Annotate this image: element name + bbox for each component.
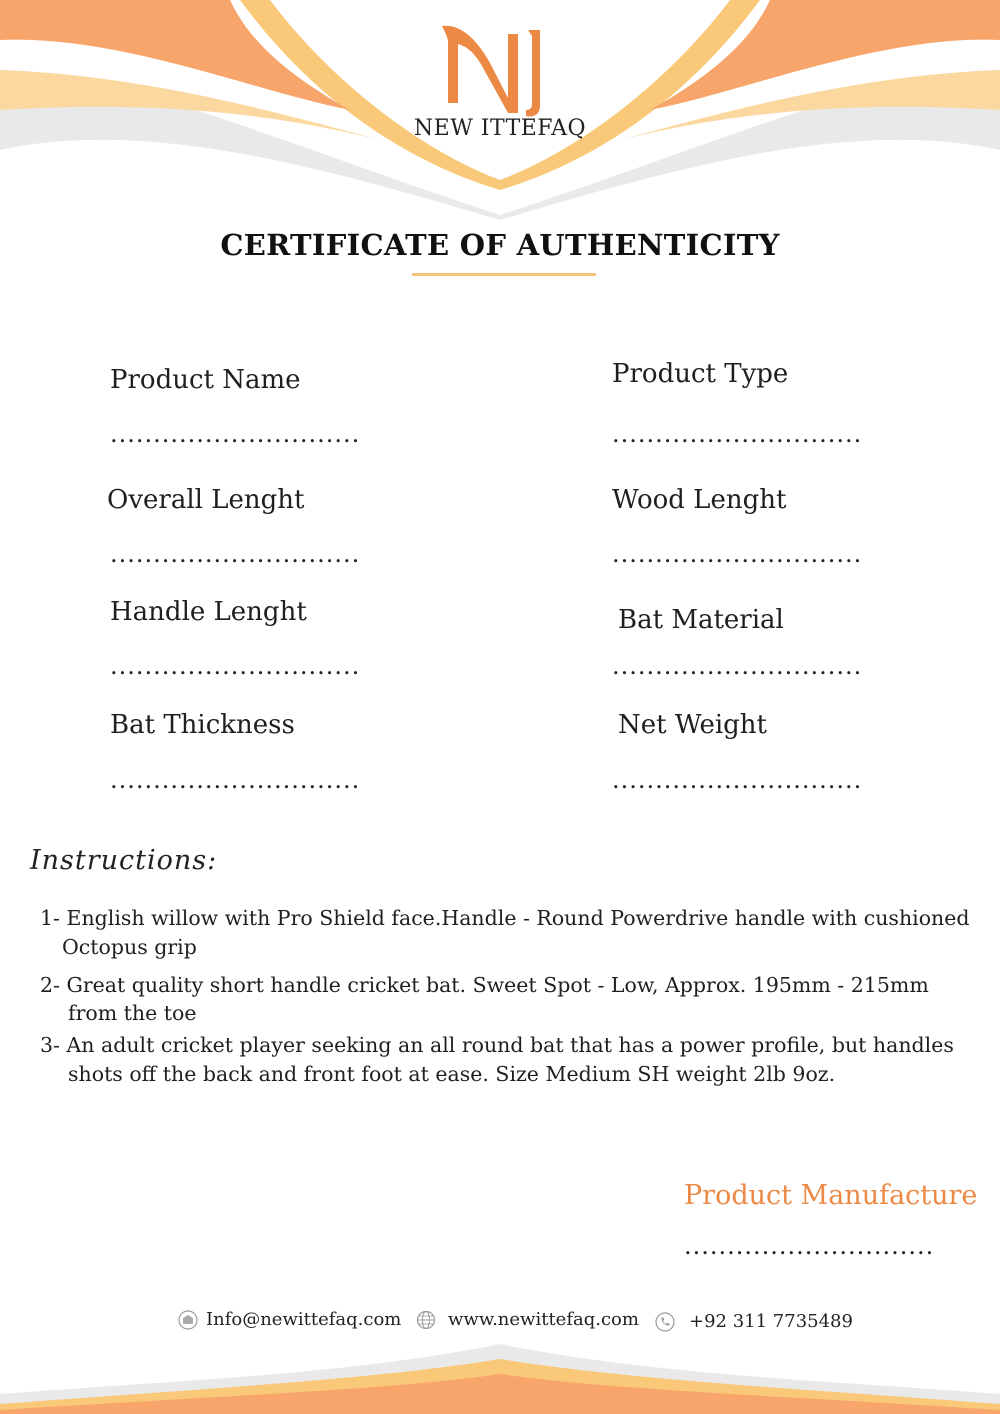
title-underline bbox=[412, 273, 596, 276]
instruction-item-2-line-2: from the toe bbox=[68, 1001, 197, 1025]
contact-website-text[interactable]: www.newittefaq.com bbox=[448, 1309, 639, 1330]
certificate-title: CERTIFICATE OF AUTHENTICITY bbox=[220, 228, 780, 262]
contact-phone[interactable] bbox=[655, 1311, 853, 1332]
instruction-item-1-line-1: 1- English willow with Pro Shield face.Handle - Round Powerdrive handle with cushioned bbox=[40, 906, 970, 930]
instruction-item-3-line-1: 3- An adult cricket player seeking an all round bat that has a power profile, but handles bbox=[40, 1033, 954, 1057]
field-label-wood-length: Wood Lenght bbox=[612, 485, 787, 515]
instruction-item-2-line-1: 2- Great quality short handle cricket bat. Sweet Spot - Low, Approx. 195mm - 215mm bbox=[40, 973, 929, 997]
contact-email[interactable] bbox=[178, 1309, 401, 1330]
field-blank-bat-material[interactable]: ............................. bbox=[612, 652, 863, 680]
phone-icon bbox=[655, 1312, 675, 1332]
field-blank-handle-length[interactable]: ............................. bbox=[110, 652, 361, 680]
contact-email-text[interactable]: Info@newittefaq.com bbox=[206, 1309, 402, 1330]
instruction-item-1-line-2: Octopus grip bbox=[62, 935, 197, 959]
mail-icon bbox=[178, 1310, 198, 1330]
field-blank-product-name[interactable]: ............................. bbox=[110, 420, 361, 448]
field-blank-bat-thickness[interactable]: ............................. bbox=[110, 766, 361, 794]
instruction-item-3-line-2: shots off the back and front foot at ease. Size Medium SH weight 2lb 9oz. bbox=[68, 1062, 836, 1086]
field-blank-product-type[interactable]: ............................. bbox=[612, 420, 863, 448]
field-blank-overall-length[interactable]: ............................. bbox=[110, 540, 361, 568]
product-manufacture-label: Product Manufacture bbox=[684, 1180, 978, 1211]
field-label-product-name: Product Name bbox=[110, 365, 301, 395]
brand-logo bbox=[430, 18, 570, 118]
field-label-overall-length: Overall Lenght bbox=[107, 485, 305, 515]
product-manufacture-blank[interactable]: ............................. bbox=[684, 1232, 935, 1260]
contact-website[interactable] bbox=[416, 1309, 639, 1330]
field-label-handle-length: Handle Lenght bbox=[110, 597, 307, 627]
brand-name: NEW ITTEFAQ bbox=[413, 116, 587, 141]
field-label-bat-thickness: Bat Thickness bbox=[110, 710, 295, 740]
field-blank-net-weight[interactable]: ............................. bbox=[612, 766, 863, 794]
field-label-net-weight: Net Weight bbox=[618, 710, 767, 740]
contact-phone-text[interactable]: +92 311 7735489 bbox=[689, 1311, 853, 1332]
field-label-product-type: Product Type bbox=[612, 359, 789, 389]
globe-icon bbox=[416, 1310, 436, 1330]
instructions-heading: Instructions: bbox=[30, 845, 218, 876]
field-label-bat-material: Bat Material bbox=[618, 605, 784, 635]
footer-wave-decoration bbox=[0, 1334, 1000, 1414]
field-blank-wood-length[interactable]: ............................. bbox=[612, 540, 863, 568]
